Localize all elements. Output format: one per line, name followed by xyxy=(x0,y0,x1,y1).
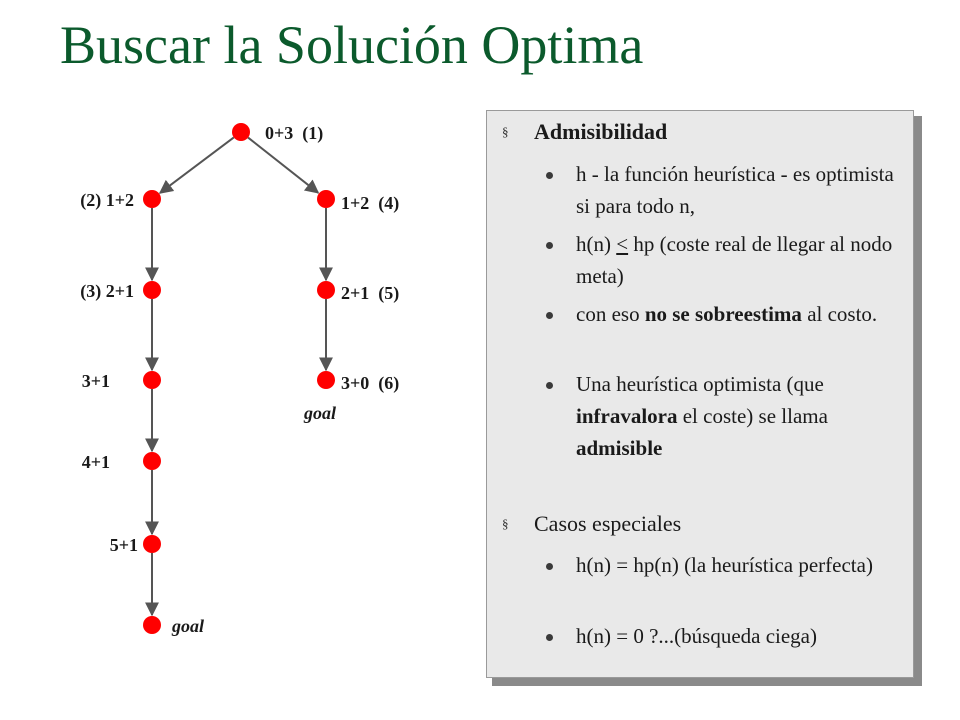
tree-node-n8 xyxy=(317,190,335,208)
section-bullet-icon: § xyxy=(502,516,509,531)
bullet-text: Una heurística optimista (que infravalora el coste) se llama admisible xyxy=(576,372,828,460)
tree-node-label-n3: (3) 2+1 xyxy=(80,281,134,301)
tree-node-label-n7: goal xyxy=(172,616,205,636)
tree-node-label-n6: 5+1 xyxy=(109,535,138,555)
bullet-text: h(n) = hp(n) (la heurística perfecta) xyxy=(576,553,873,577)
section-bullet-icon: § xyxy=(502,124,509,139)
bullet-item xyxy=(546,298,896,330)
bullet-text: h(n) = 0 ?...(búsqueda ciega) xyxy=(576,624,817,648)
tree-node-label-n4: 3+1 xyxy=(81,371,110,391)
bullet-item xyxy=(546,549,896,581)
tree-edge-n1-n8 xyxy=(248,138,318,193)
tree-node-label-n10: 3+0 (6) xyxy=(341,373,400,393)
bullet-item xyxy=(546,620,896,652)
bullet-dot-icon xyxy=(546,172,553,179)
tree-edge-n1-n2 xyxy=(160,137,234,193)
tree-node-n4 xyxy=(143,371,161,389)
tree-node-label-n9: 2+1 (5) xyxy=(341,283,400,303)
tree-node-label-n2: (2) 1+2 xyxy=(80,190,134,210)
tree-node-label-n5: 4+1 xyxy=(81,452,110,472)
tree-node-label-n8: 1+2 (4) xyxy=(341,193,400,213)
bullet-item xyxy=(546,228,896,292)
bullet-dot-icon xyxy=(546,382,553,389)
section-casos-heading xyxy=(502,510,681,538)
tree-node-n5 xyxy=(143,452,161,470)
bullet-dot-icon xyxy=(546,312,553,319)
tree-node-n10 xyxy=(317,371,335,389)
bullet-text: con eso no se sobreestima al costo. xyxy=(576,302,878,326)
section-admisibilidad-heading xyxy=(502,118,667,146)
bullet-dot-icon xyxy=(546,634,553,641)
tree-node-label-n1: 0+3 (1) xyxy=(265,123,324,143)
bullet-text: h(n) < hp (coste real de llegar al nodo meta) xyxy=(576,232,893,288)
tree-node-n2 xyxy=(143,190,161,208)
section-heading-text: Casos especiales xyxy=(534,511,682,536)
bullet-item xyxy=(546,158,896,222)
bullet-text: h - la función heurística - es optimista si para todo n, xyxy=(576,162,894,218)
page-title: Buscar la Solución Optima xyxy=(60,15,644,75)
tree-node-n3 xyxy=(143,281,161,299)
bullet-dot-icon xyxy=(546,563,553,570)
bullet-item xyxy=(546,368,896,464)
tree-node-n1 xyxy=(232,123,250,141)
tree-node-label-n10g: goal xyxy=(304,403,337,423)
tree-node-n7 xyxy=(143,616,161,634)
tree-node-n6 xyxy=(143,535,161,553)
bullet-dot-icon xyxy=(546,242,553,249)
tree-node-n9 xyxy=(317,281,335,299)
section-heading-text: Admisibilidad xyxy=(534,119,668,144)
